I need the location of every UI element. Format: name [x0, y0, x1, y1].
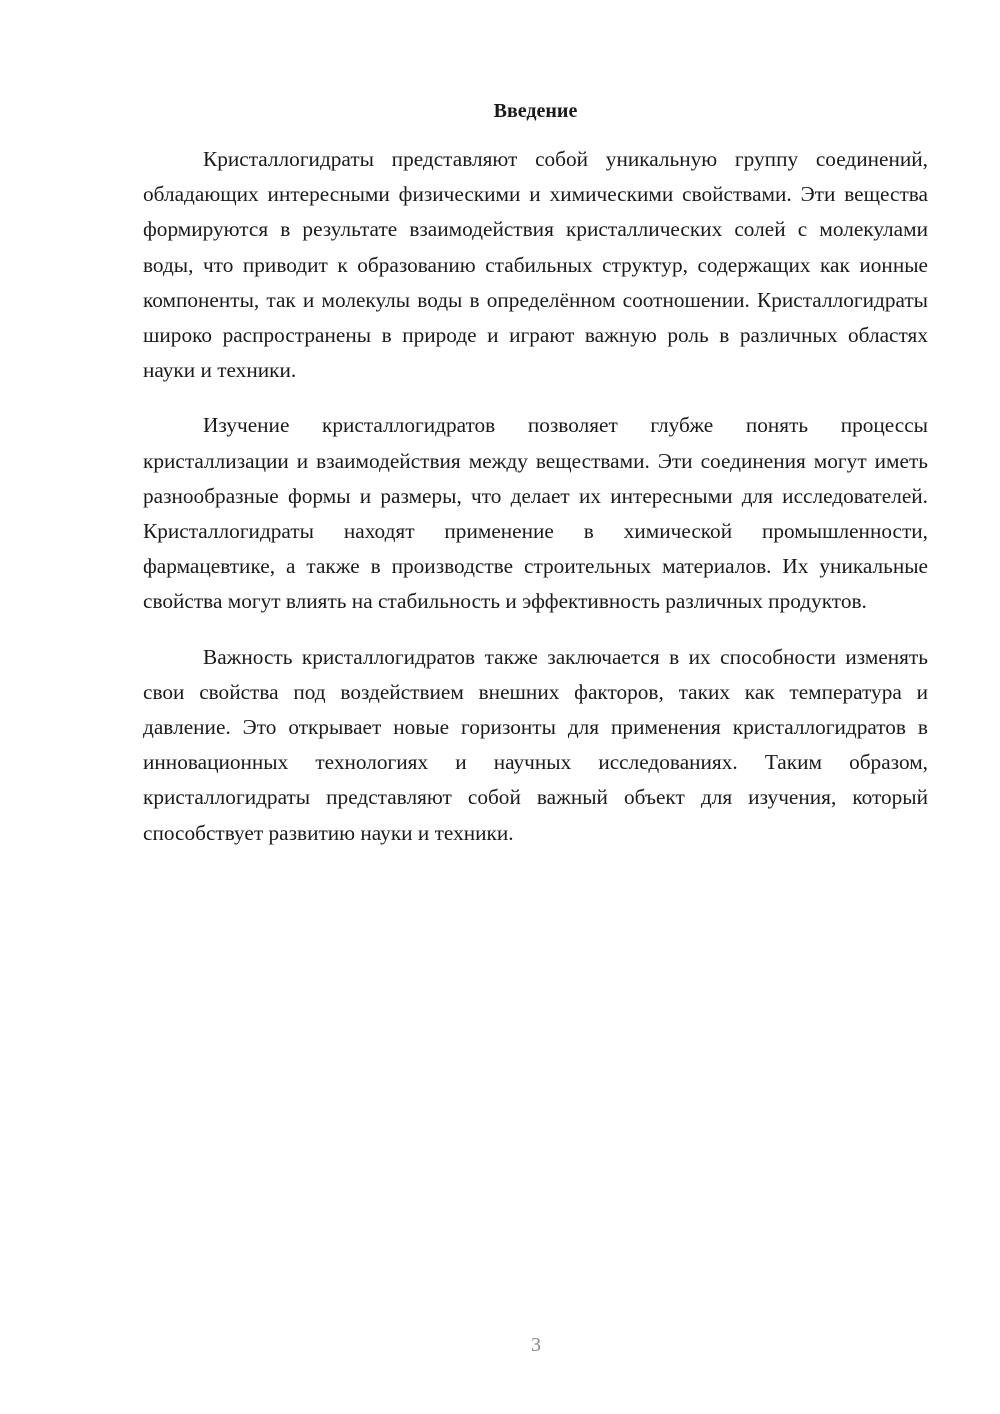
section-title: Введение: [493, 100, 578, 122]
paragraph-2: Изучение кристаллогидратов позволяет глубже понять процессы кристаллизации и взаимодействия между веществами. Эти соединения могут иметь разнообразные формы и размеры, что делает их интересными для исследователей. Кристаллогидраты находят применение в химической промышленности, фармацевтике, а также в производстве строительных материалов. Их уникальные свойства могут влиять на стабильность и эффективность различных продуктов.: [143, 413, 928, 614]
paragraph-3: Важность кристаллогидратов также заключается в их способности изменять свои свойства под воздействием внешних факторов, таких как температура и давление. Это открывает новые горизонты для применения кристаллогидратов в инновационных технологиях и научных исследованиях. Таким образом, кристаллогидраты представляют собой важный объект для изучения, который способствует развитию науки и техники.: [143, 644, 928, 845]
paragraph-1: Кристаллогидраты представляют собой уникальную группу соединений, обладающих интересными физическими и химическими свойствами. Эти вещества формируются в результате взаимодействия кристаллических солей с молекулами воды, что приводит к образованию стабильных структур, содержащих как ионные компоненты, так и молекулы воды в определённом соотношении. Кристаллогидраты широко распространены в природе и играют важную роль в различных областях науки и техники.: [143, 147, 928, 383]
page-content: [143, 96, 928, 871]
page-number: 3: [531, 1334, 541, 1356]
